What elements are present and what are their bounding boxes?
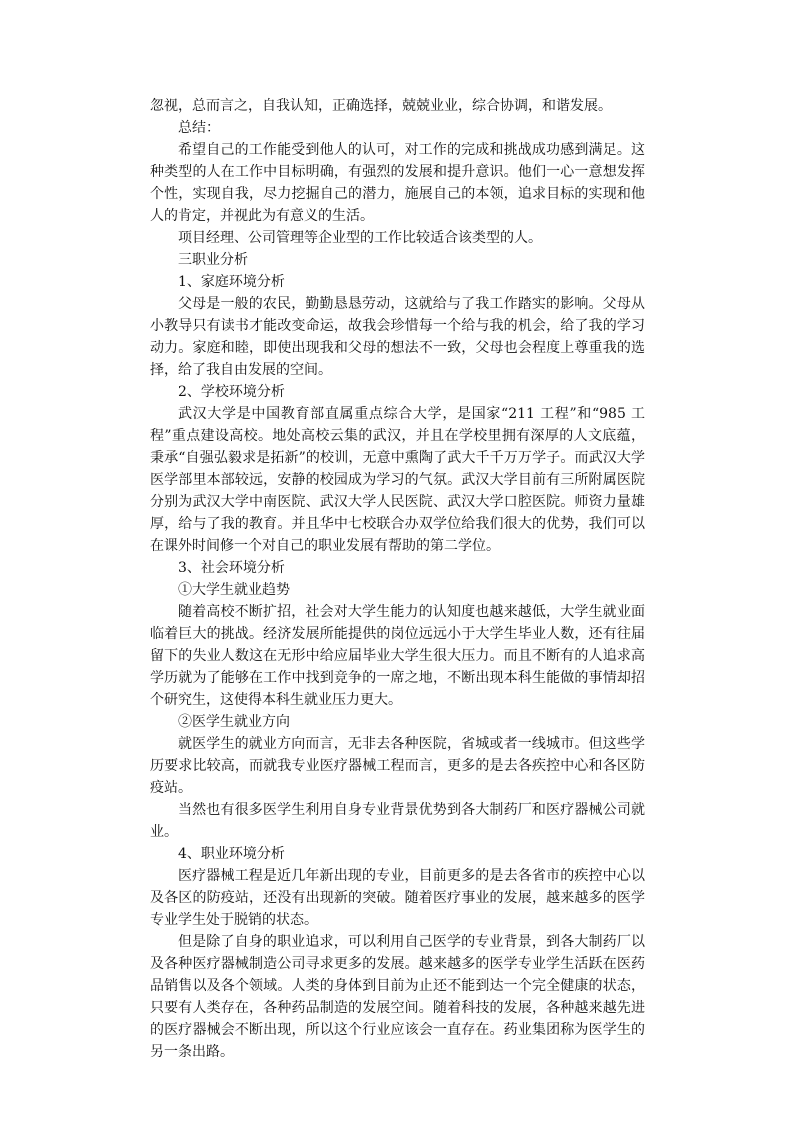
paragraph-pharma-employment: 当然也有很多医学生利用自身专业背景优势到各大制药厂和医疗器械公司就业。 (150, 802, 645, 840)
paragraph-employment-trend: 随着高校不断扩招，社会对大学生能力的认知度也越来越低，大学生就业面临着巨大的挑战。经济发展所能提供的岗位远远小于大学生毕业人数，还有往届留下的失业人数这在无形中给应届毕业大学生很大压力。而且不断有的人追求高学历就为了能够在工作中找到竞争的一席之地，不断出现本科生能做的事情却招个研究生，这使得本科生就业压力更大。 (150, 604, 645, 708)
heading-employment-trend: ①大学生就业趋势 (178, 582, 290, 598)
heading-summary: 总结： (178, 120, 220, 136)
heading-career-analysis: 三职业分析 (178, 252, 248, 268)
heading-family-environment: 1、家庭环境分析 (178, 274, 285, 290)
heading-medical-employment: ②医学生就业方向 (178, 714, 290, 730)
paragraph-career-environment: 医疗器械工程是近几年新出现的专业，目前更多的是去各省市的疾控中心以及各区的防疫站，还没有出现新的突破。随着医疗事业的发展，越来越多的医学专业学生处于脱销的状态。 (150, 868, 645, 928)
heading-school-environment: 2、学校环境分析 (178, 384, 285, 400)
document-body (150, 95, 645, 1063)
paragraph-school-environment: 武汉大学是中国教育部直属重点综合大学，是国家“211 工程”和“985 工程”重点建设高校。地处高校云集的武汉，并且在学校里拥有深厚的人文底蕴，秉承“自强弘毅求是拓新”的校训，无意中熏陶了武大千千万万学子。而武汉大学医学部里本部较远，安静的校园成为学习的气氛。武汉大学目前有三所附属医院分别为武汉大学中南医院、武汉大学人民医院、武汉大学口腔医院。师资力量雄厚，给与了我的教育。并且华中七校联合办双学位给我们很大的优势，我们可以在课外时间修一个对自己的职业发展有帮助的第二学位。 (150, 406, 645, 554)
paragraph-continuation: 忽视，总而言之，自我认知，正确选择，兢兢业业，综合协调，和谐发展。 (150, 98, 612, 114)
heading-social-environment: 3、社会环境分析 (178, 560, 285, 576)
heading-career-environment: 4、职业环境分析 (178, 846, 285, 862)
paragraph-suitable-jobs: 项目经理、公司管理等企业型的工作比较适合该类型的人。 (178, 230, 542, 246)
paragraph-family-environment: 父母是一般的农民，勤勤恳恳劳动，这就给与了我工作踏实的影响。父母从小教导只有读书才能改变命运，故我会珍惜每一个给与我的机会，给了我的学习动力。家庭和睦，即使出现我和父母的想法不一致，父母也会程度上尊重我的选择，给了我自由发展的空间。 (150, 296, 645, 378)
paragraph-summary-body: 希望自己的工作能受到他人的认可，对工作的完成和挑战成功感到满足。这种类型的人在工作中目标明确，有强烈的发展和提升意识。他们一心一意想发挥个性，实现自我，尽力挖掘自己的潜力，施展自己的本领，追求目标的实现和他人的肯定，并视此为有意义的生活。 (150, 142, 645, 224)
paragraph-career-prospects: 但是除了自身的职业追求，可以利用自己医学的专业背景，到各大制药厂以及各种医疗器械制造公司寻求更多的发展。越来越多的医学专业学生活跃在医药品销售以及各个领域。人类的身体到目前为止还不能到达一个完全健康的状态，只要有人类存在，各种药品制造的发展空间。随着科技的发展，各种越来越先进的医疗器械会不断出现，所以这个行业应该会一直存在。药业集团称为医学生的另一条出路。 (150, 934, 645, 1060)
paragraph-medical-employment: 就医学生的就业方向而言，无非去各种医院，省城或者一线城市。但这些学历要求比较高，而就我专业医疗器械工程而言，更多的是去各疾控中心和各区防疫站。 (150, 736, 645, 796)
